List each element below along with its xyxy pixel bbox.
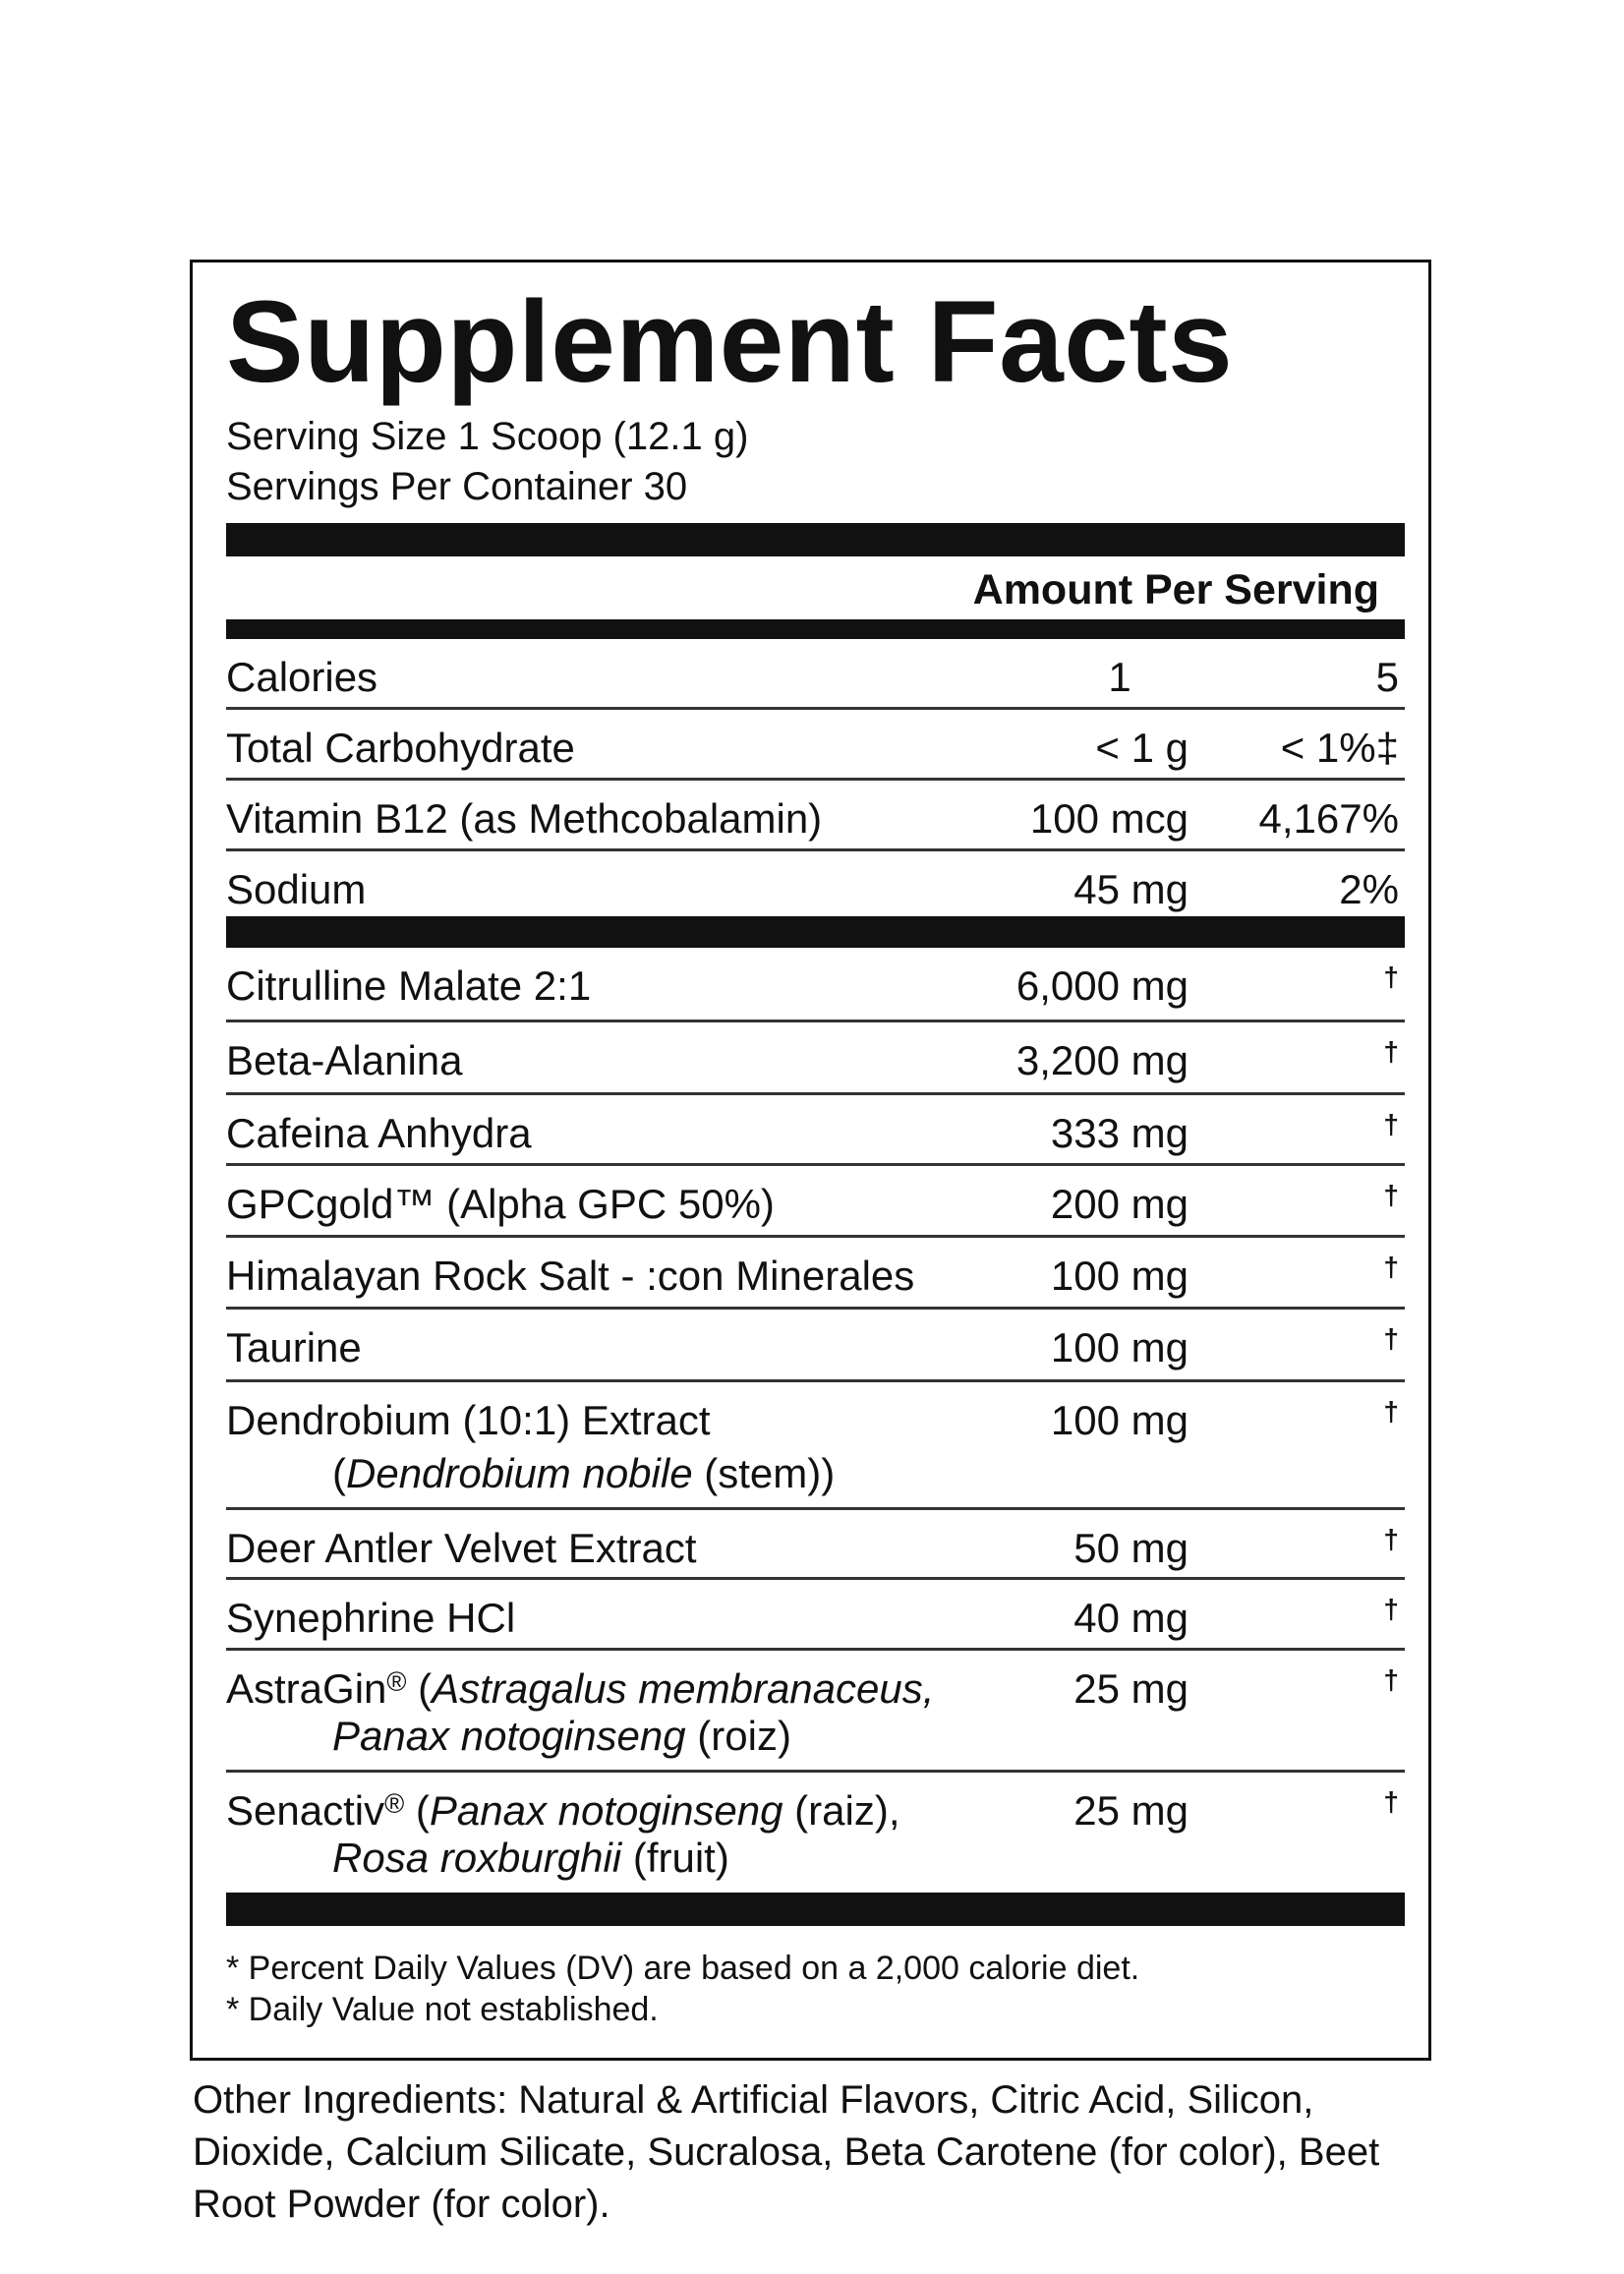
ingredient-amount: 25 mg xyxy=(1073,1665,1189,1712)
botanical-name: Astragalus membranaceus, xyxy=(432,1665,935,1712)
nutrient-dv: 4,167% xyxy=(1258,795,1399,842)
serving-size: Serving Size 1 Scoop (12.1 g) xyxy=(226,415,749,458)
panel-title: Supplement Facts xyxy=(226,277,1234,407)
ingredient-name: Taurine xyxy=(226,1324,362,1370)
botanical-name: Rosa roxburghii xyxy=(332,1835,622,1881)
brand-name: AstraGin xyxy=(226,1665,387,1712)
nutrient-name: Calories xyxy=(226,654,378,700)
footnote-dv-not-established: * Daily Value not established. xyxy=(226,1991,659,2028)
registered-mark: ® xyxy=(384,1788,405,1819)
ingredient-amount: 333 mg xyxy=(1050,1110,1189,1156)
plant-part: (raiz), xyxy=(794,1787,900,1834)
plant-part: (fruit) xyxy=(632,1835,729,1881)
nutrient-row-carbohydrate xyxy=(226,710,1405,781)
ingredient-amount: 100 mg xyxy=(1050,1253,1189,1299)
brand-name: Senactiv xyxy=(226,1787,385,1834)
nutrient-amount: < 1 g xyxy=(1095,725,1189,771)
ingredient-name: Synephrine HCl xyxy=(226,1595,516,1641)
thick-divider xyxy=(226,1893,1405,1926)
nutrient-name: Sodium xyxy=(226,866,367,912)
ingredient-row xyxy=(226,948,1405,1022)
botanical-name: Dendrobium nobile xyxy=(346,1450,693,1496)
nutrient-amount: 45 mg xyxy=(1073,866,1189,912)
nutrient-amount: 1 xyxy=(1108,654,1131,700)
ingredient-row xyxy=(226,1166,1405,1238)
ingredient-source xyxy=(332,1713,791,1759)
servings-per-container: Servings Per Container 30 xyxy=(226,465,688,508)
ingredient-amount: 25 mg xyxy=(1073,1787,1189,1834)
nutrient-amount: 100 mcg xyxy=(1029,795,1189,842)
registered-mark: ® xyxy=(386,1666,407,1697)
ingredient-row xyxy=(226,1095,1405,1166)
medium-divider xyxy=(226,619,1405,639)
ingredient-amount: 6,000 mg xyxy=(1015,962,1189,1009)
ingredient-row xyxy=(226,1022,1405,1095)
ingredient-amount: 3,200 mg xyxy=(1015,1037,1189,1083)
nutrient-dv: 5 xyxy=(1375,654,1399,700)
plant-part: (stem)) xyxy=(704,1450,836,1496)
dagger-mark: † xyxy=(1383,1036,1399,1067)
dagger-mark: † xyxy=(1383,1524,1399,1554)
botanical-name: Panax notoginseng xyxy=(429,1787,783,1834)
amount-per-serving-header: Amount Per Serving xyxy=(972,566,1379,613)
dagger-mark: † xyxy=(1383,962,1399,992)
ingredient-row xyxy=(226,1382,1405,1510)
dagger-mark: † xyxy=(1383,1109,1399,1139)
nutrient-row-vitamin-b12 xyxy=(226,781,1405,851)
nutrient-row-calories xyxy=(226,639,1405,710)
ingredient-amount: 40 mg xyxy=(1073,1595,1189,1641)
nutrient-row-sodium xyxy=(226,851,1405,922)
ingredient-amount: 50 mg xyxy=(1073,1525,1189,1571)
ingredient-row xyxy=(226,1310,1405,1382)
dagger-mark: † xyxy=(1383,1396,1399,1427)
dagger-mark: † xyxy=(1383,1252,1399,1282)
ingredient-amount: 100 mg xyxy=(1050,1324,1189,1370)
nutrient-name: Total Carbohydrate xyxy=(226,725,575,771)
dagger-mark: † xyxy=(1383,1664,1399,1695)
thick-divider xyxy=(226,523,1405,556)
plant-part: (roiz) xyxy=(697,1713,791,1759)
ingredient-name: GPCgold™ (Alpha GPC 50%) xyxy=(226,1181,775,1227)
ingredient-source: (Dendrobium nobile (stem)) xyxy=(332,1450,836,1496)
botanical-name: Panax notoginseng xyxy=(332,1713,686,1759)
other-ingredients: Other Ingredients: Natural & Artificial Flavors, Citric Acid, Silicon, Dioxide, Calcium Silicate, Sucralosa, Beta Carotene (for color), Beet Root Powder (for color). xyxy=(193,2078,1380,2226)
dagger-mark: † xyxy=(1383,1786,1399,1817)
nutrient-dv: < 1%‡ xyxy=(1280,725,1399,771)
ingredient-amount: 100 mg xyxy=(1050,1397,1189,1443)
ingredient-name: Himalayan Rock Salt - :con Minerales xyxy=(226,1253,915,1299)
ingredient-name: Dendrobium (10:1) Extract xyxy=(226,1397,711,1443)
ingredient-name: Deer Antler Velvet Extract xyxy=(226,1525,697,1571)
ingredient-row xyxy=(226,1651,1405,1773)
ingredient-row xyxy=(226,1580,1405,1651)
thick-divider xyxy=(226,916,1405,948)
dagger-mark: † xyxy=(1383,1180,1399,1210)
ingredient-row xyxy=(226,1238,1405,1310)
nutrient-dv: 2% xyxy=(1339,866,1399,912)
ingredient-name: Citrulline Malate 2:1 xyxy=(226,962,592,1009)
ingredient-source xyxy=(332,1837,729,1879)
dagger-mark: † xyxy=(1383,1594,1399,1624)
ingredient-name: Beta-Alanina xyxy=(226,1037,463,1083)
ingredient-name: AstraGin® (Astragalus membranaceus, xyxy=(226,1665,935,1712)
ingredient-row xyxy=(226,1773,1405,1891)
ingredient-name: Senactiv® (Panax notoginseng (raiz), xyxy=(226,1787,900,1834)
ingredient-name: Cafeina Anhydra xyxy=(226,1110,532,1156)
ingredient-amount: 200 mg xyxy=(1050,1181,1189,1227)
nutrient-name: Vitamin B12 (as Methcobalamin) xyxy=(226,795,823,842)
supplement-facts-panel xyxy=(190,260,1431,2061)
footnote-percent-dv: * Percent Daily Values (DV) are based on a 2,000 calorie diet. xyxy=(226,1950,1140,1987)
dagger-mark: † xyxy=(1383,1323,1399,1354)
ingredient-row xyxy=(226,1510,1405,1580)
